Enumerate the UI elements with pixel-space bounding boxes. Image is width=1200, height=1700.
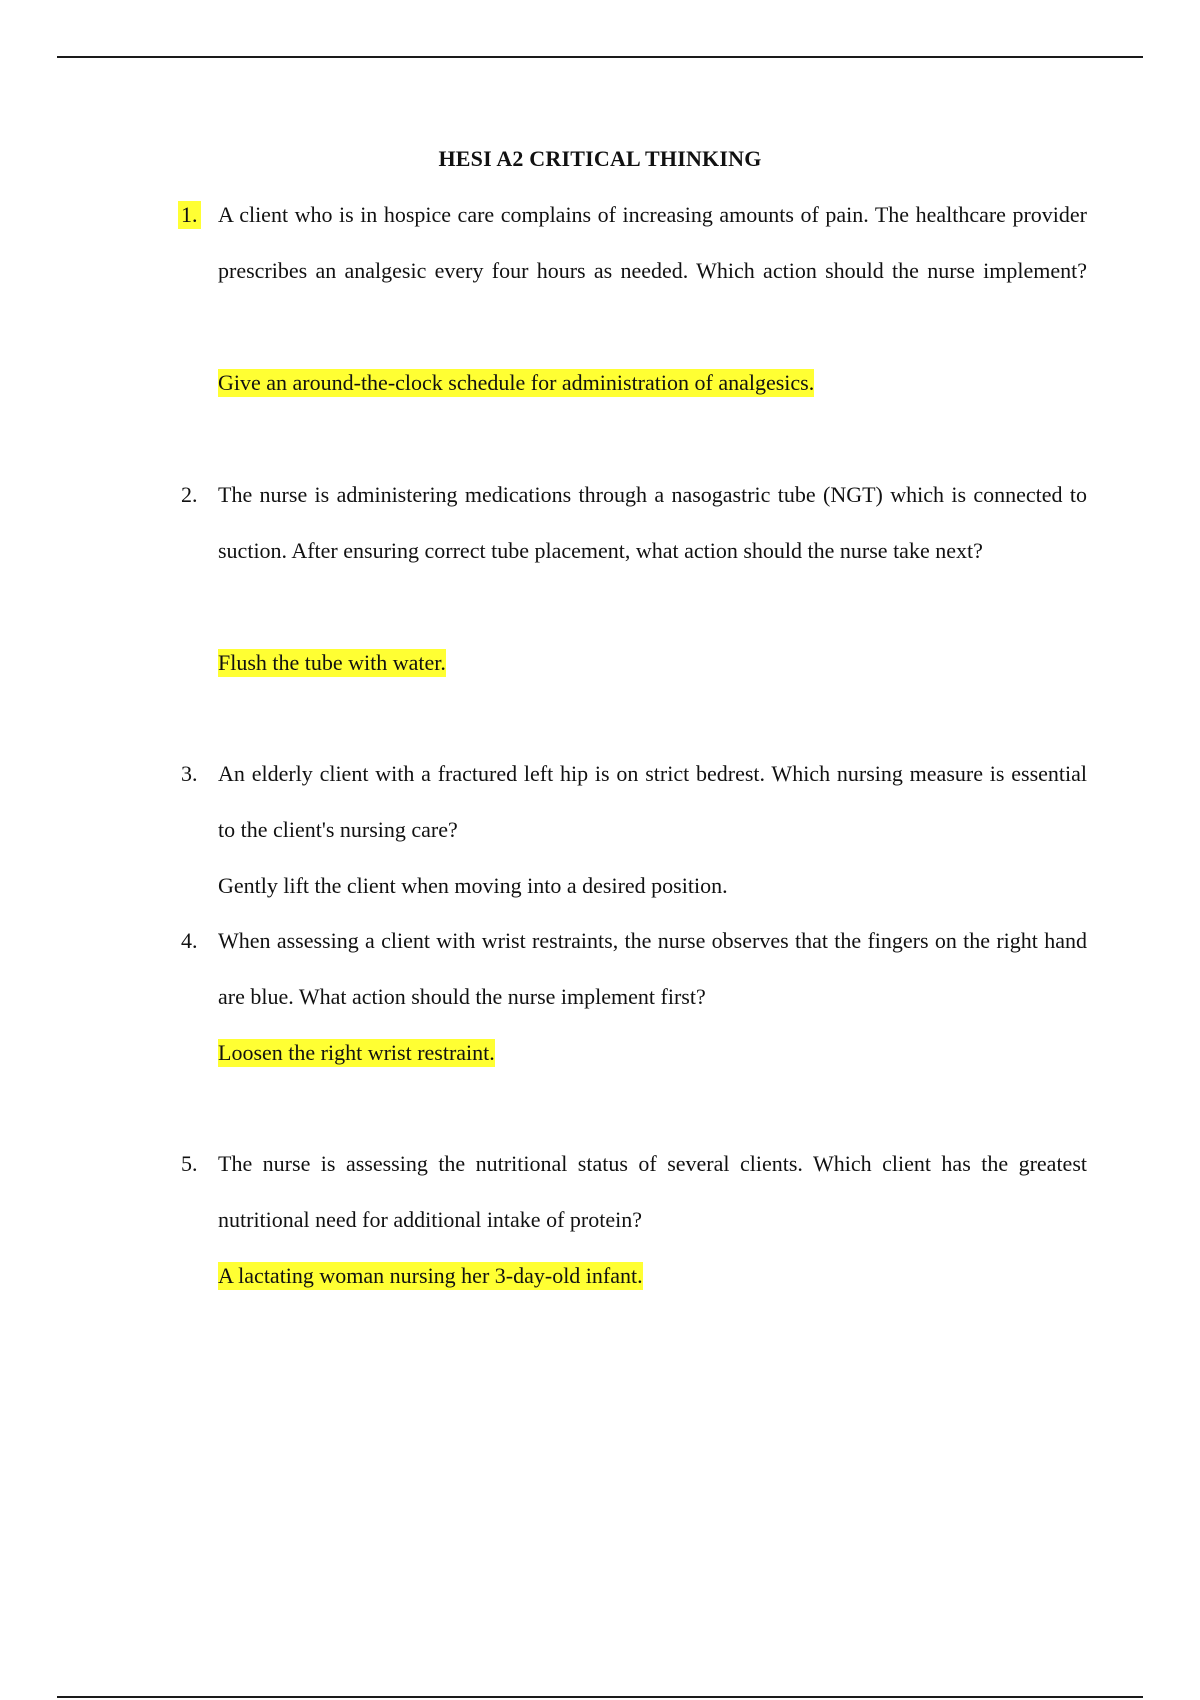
question-number: 5. xyxy=(181,1151,198,1176)
question-text: The nurse is assessing the nutritional status of several clients. Which client has the greatest nutritional need for additional intake of protein? xyxy=(218,1151,1087,1232)
question-text: When assessing a client with wrist restraints, the nurse observes that the fingers on the right hand are blue. What action should the nurse implement first? xyxy=(218,928,1087,1009)
question-number: 2. xyxy=(181,482,198,507)
header-rule xyxy=(57,56,1143,58)
question-number: 1. xyxy=(178,201,201,229)
question-text: A client who is in hospice care complains of increasing amounts of pain. The healthcare provider prescribes an analgesic every four hours as needed. Which action should the nurse implement? xyxy=(218,202,1087,283)
document-title: HESI A2 CRITICAL THINKING xyxy=(438,146,762,171)
answer-text: Give an around-the-clock schedule for administration of analgesics. xyxy=(218,370,815,395)
question-text: The nurse is administering medications through a nasogastric tube (NGT) which is connected to suction. After ensuring correct tube placement, what action should the nurse take next? xyxy=(218,482,1087,563)
question-text: An elderly client with a fractured left hip is on strict bedrest. Which nursing measure is essential to the client's nursing care? xyxy=(218,761,1087,842)
question-number: 4. xyxy=(181,928,198,953)
answer-text: Loosen the right wrist restraint. xyxy=(218,1040,495,1065)
answer-text: Gently lift the client when moving into a desired position. xyxy=(218,873,728,898)
answer-text: Flush the tube with water. xyxy=(218,650,446,675)
answer-text: A lactating woman nursing her 3-day-old infant. xyxy=(218,1263,643,1288)
footer-rule xyxy=(57,1696,1143,1698)
question-number: 3. xyxy=(181,761,198,786)
